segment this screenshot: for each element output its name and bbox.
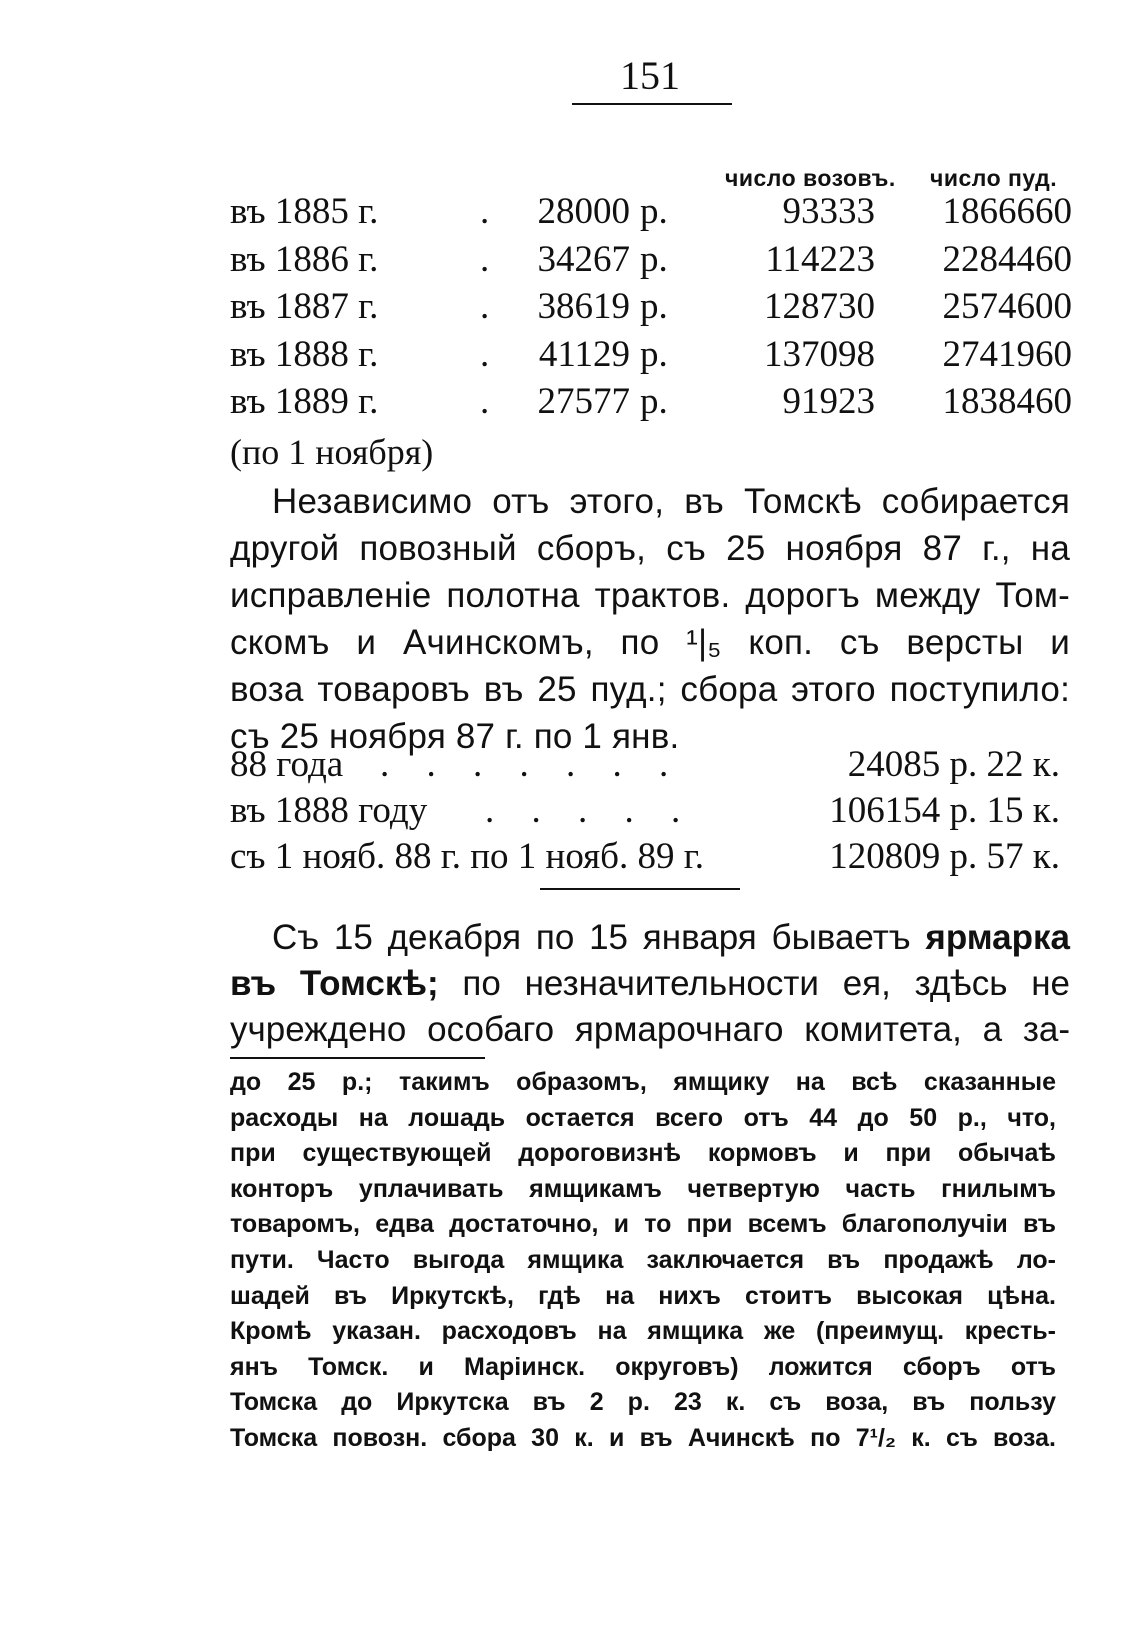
- row-currency: р.: [640, 239, 668, 280]
- row-poods: 1838460: [942, 381, 1072, 422]
- paragraph-line: [230, 915, 1070, 961]
- row-year: въ 1888 г.: [230, 334, 379, 375]
- row-sum: 38619: [537, 286, 630, 327]
- row-leader-dot: .: [480, 381, 490, 422]
- collection-period: 88 года: [230, 744, 344, 785]
- collection-row: [230, 788, 1060, 834]
- paragraph-fair: [230, 915, 1070, 1053]
- row-sum: 27577: [537, 381, 630, 422]
- collection-amount: 24085 р. 22 к.: [847, 744, 1060, 785]
- row-year: въ 1886 г.: [230, 239, 379, 280]
- row-poods: 2574600: [942, 286, 1072, 327]
- footnote-line: конторъ уплачивать ямщикамъ четвертую часть гнилымъ: [230, 1174, 1056, 1203]
- footnote-line: до 25 р.; такимъ образомъ, ямщику на всѣ сказанные: [230, 1068, 1056, 1096]
- footnote-line: товаромъ, едва достаточно, и то при всемъ благополучіи въ: [230, 1210, 1056, 1239]
- paragraph-line: воза товаровъ въ 25 пуд.; сбора этого поступило:: [230, 670, 1070, 709]
- row-year: въ 1885 г.: [230, 191, 379, 232]
- paragraph-line: Независимо отъ этого, въ Томскѣ собирается: [272, 482, 1070, 521]
- row-leader-dot: .: [480, 239, 490, 280]
- table-row: [230, 190, 1080, 234]
- fair-heading-place: въ Томскѣ;: [230, 964, 439, 1003]
- row-leader-dot: .: [480, 191, 490, 232]
- paragraph-line: скомъ и Ачинскомъ, по ¹|₅ коп. съ версты и: [230, 623, 1070, 662]
- row-leader-dot: .: [480, 334, 490, 375]
- fair-text: по незначительности ея, здѣсь не: [438, 964, 1071, 1003]
- column-header-carts: число возовъ.: [725, 165, 896, 191]
- page-number-rule: [572, 103, 732, 105]
- section-divider: [540, 888, 740, 890]
- fair-text: Съ 15 декабря по 15 января бываетъ: [272, 918, 926, 957]
- collection-amount: 120809 р. 57 к.: [829, 836, 1060, 877]
- footnote-line: пути. Часто выгода ямщика заключается въ продажѣ ло-: [230, 1245, 1056, 1274]
- row-currency: р.: [640, 381, 668, 422]
- table-row: [230, 238, 1080, 282]
- collection-amount: 106154 р. 15 к.: [829, 790, 1060, 831]
- footnote-line: Кромѣ указан. расходовъ на ямщика же (преимущ. кресть-: [230, 1317, 1056, 1346]
- row-sum: 41129: [538, 334, 630, 375]
- row-carts: 91923: [782, 381, 875, 422]
- footnote-line: шадей въ Иркутскѣ, гдѣ на нихъ стоитъ высокая цѣна.: [230, 1281, 1056, 1310]
- footnote-line: при существующей дороговизнѣ кормовъ и при обычаѣ: [230, 1139, 1056, 1168]
- fair-heading: ярмарка: [925, 918, 1070, 957]
- row-sum: 28000: [537, 191, 630, 232]
- paragraph-line: съ 25 ноября 87 г. по 1 янв.: [230, 717, 680, 756]
- row-year: въ 1887 г.: [230, 286, 379, 327]
- page-number: 151: [620, 53, 680, 98]
- collection-period: съ 1 нояб. 88 г. по 1 нояб. 89 г.: [230, 836, 704, 877]
- row-carts: 128730: [764, 286, 875, 327]
- footnote-divider: [230, 1057, 485, 1059]
- row-poods: 1866660: [942, 191, 1072, 232]
- collection-period: въ 1888 году: [230, 790, 428, 831]
- footnote-line: Томска до Иркутска въ 2 р. 23 к. съ воза, въ пользу: [230, 1388, 1056, 1417]
- collection-row: [230, 742, 1060, 788]
- row-year: въ 1889 г.: [230, 381, 379, 422]
- collection-row: [230, 834, 1060, 880]
- row-carts: 114223: [765, 239, 875, 280]
- paragraph-line: учреждено особаго ярмарочнаго комитета, а за-: [230, 1010, 1070, 1049]
- row-poods: 2741960: [942, 334, 1072, 375]
- paragraph-tax: [230, 478, 1070, 760]
- paragraph-line: исправленіе полотна трактов. дорогъ между Том-: [230, 576, 1070, 615]
- table-note: (по 1 ноября): [230, 432, 434, 472]
- table-row: [230, 333, 1080, 377]
- row-leader-dot: .: [480, 286, 490, 327]
- paragraph-line: [230, 961, 1070, 1007]
- row-poods: 2284460: [942, 239, 1072, 280]
- footnote-line: янъ Томск. и Маріинск. округовъ) ложится сборъ отъ: [230, 1352, 1056, 1381]
- collection-leader: . . . . .: [485, 790, 695, 831]
- paragraph-line: другой повозный сборъ, съ 25 ноября 87 г., на: [230, 529, 1070, 568]
- footnote-line: Томска повозн. сбора 30 к. и въ Ачинскѣ по 7¹/₂ к. съ воза.: [230, 1423, 1056, 1452]
- row-currency: р.: [640, 191, 668, 232]
- row-currency: р.: [640, 334, 668, 375]
- table-row: [230, 380, 1080, 424]
- collection-leader: . . . . . . .: [380, 744, 683, 785]
- row-carts: 93333: [782, 191, 875, 232]
- table-row: [230, 285, 1080, 329]
- row-sum: 34267: [537, 239, 630, 280]
- column-header-poods: число пуд.: [930, 165, 1058, 191]
- row-currency: р.: [640, 286, 668, 327]
- footnote: [230, 1065, 1056, 1457]
- row-carts: 137098: [764, 334, 875, 375]
- footnote-line: расходы на лошадь остается всего отъ 44 до 50 р., что,: [230, 1103, 1056, 1132]
